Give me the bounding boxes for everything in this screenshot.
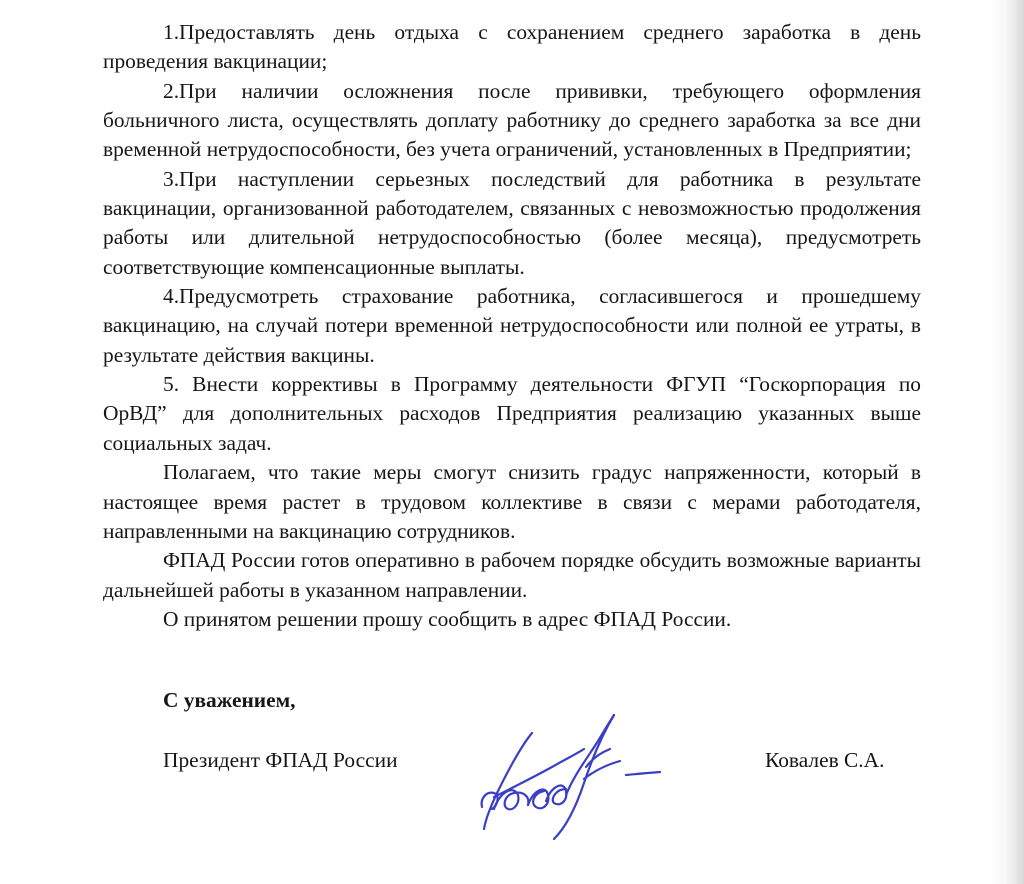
tension-paragraph: Полагаем, что такие меры смогут снизить градус напряженности, который в настоящее время растет в трудовом коллективе в связи с мерами работодателя, направленными на вакцинацию сотрудников. <box>103 460 921 543</box>
item-3-paragraph: 3.При наступлении серьезных последствий для работника в результате вакцинации, организованной работодателем, связанных с невозможностью продолжения работы или длительной нетрудоспособностью (более месяца), предусмотреть соответствующие компенсационные выплаты. <box>103 166 921 279</box>
request-paragraph: О принятом решении прошу сообщить в адрес ФПАД России. <box>163 606 732 631</box>
letter-body <box>103 18 921 634</box>
page-edge-shadow <box>990 0 1024 884</box>
item-2-paragraph: 2.При наличии осложнения после прививки, требующего оформления больничного листа, осуществлять доплату работнику до среднего заработка за все дни временной нетрудоспособности, без учета ограничений, установленных в Предприятии; <box>103 78 921 162</box>
readiness-paragraph: ФПАД России готов оперативно в рабочем порядке обсудить возможные варианты дальнейшей работы в указанном направлении. <box>103 548 921 602</box>
closing-salutation: С уважением, <box>163 688 296 712</box>
item-1-paragraph: 1.Предоставлять день отдыха с сохранением среднего заработка в день проведения вакцинации; <box>103 20 921 74</box>
signatory-position: Президент ФПАД России <box>163 748 398 772</box>
handwritten-signature <box>470 705 670 845</box>
signatory-name: Ковалев С.А. <box>765 748 885 772</box>
item-4-paragraph: 4.Предусмотреть страхование работника, согласившегося и прошедшему вакцинацию, на случай потери временной нетрудоспособности или полной ее утраты, в результате действия вакцины. <box>103 284 921 367</box>
item-5-paragraph: 5. Внести коррективы в Программу деятельности ФГУП “Госкорпорация по ОрВД” для дополнительных расходов Предприятия реализацию указанных выше социальных задач. <box>103 372 921 455</box>
